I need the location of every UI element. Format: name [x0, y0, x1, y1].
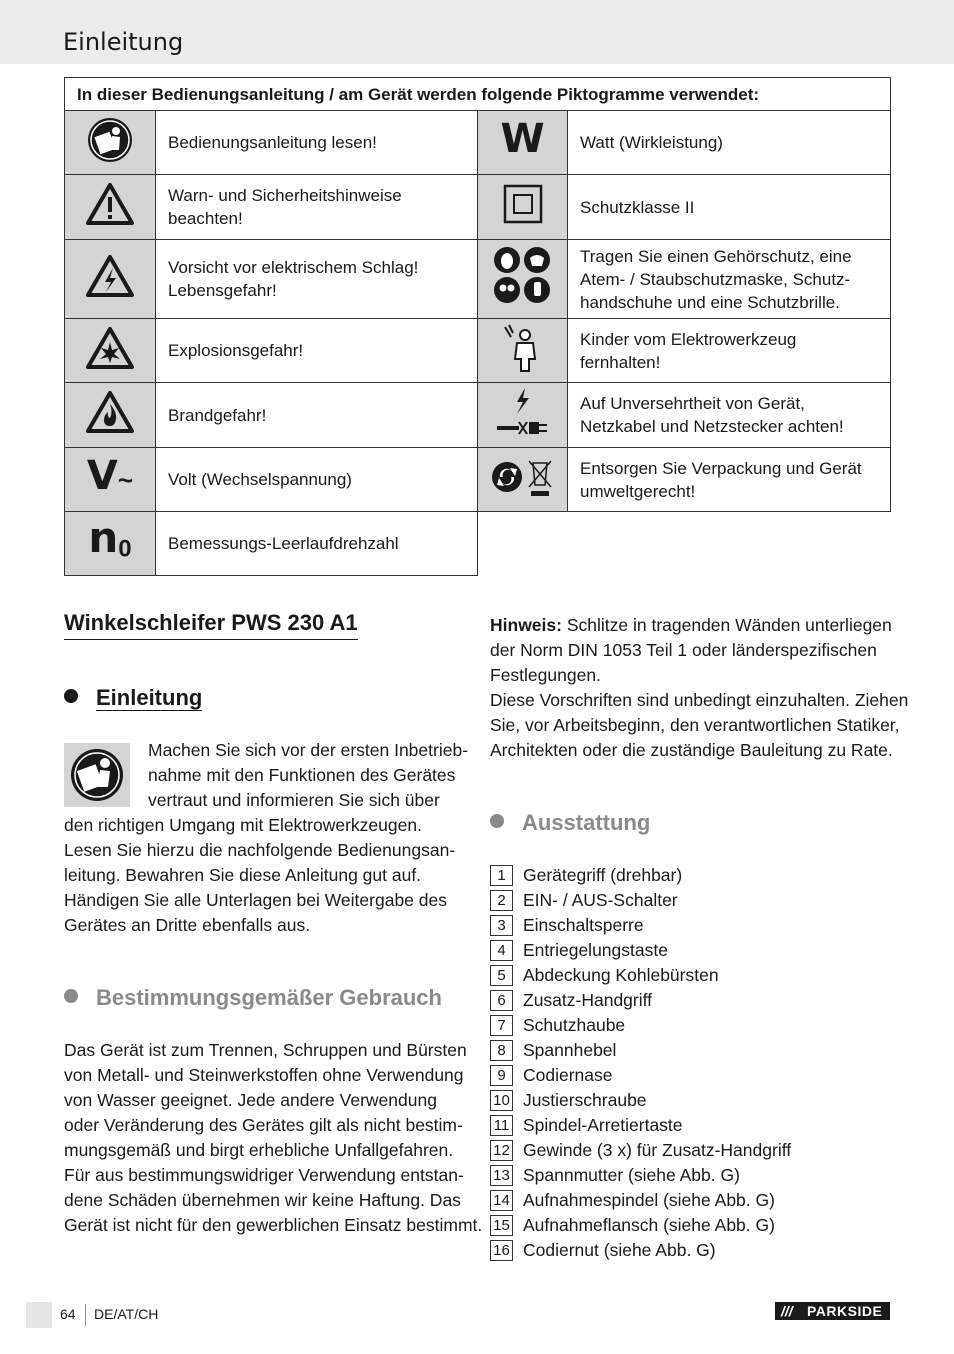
item-number: 16: [490, 1240, 513, 1261]
read-manual-icon: [65, 111, 156, 175]
text-line: Sie, vor Arbeitsbeginn, den verantwortlichen Statiker,: [490, 715, 900, 735]
list-item: [490, 888, 791, 913]
item-label: Spindel-Arretiertaste: [523, 1115, 683, 1135]
text-line: den richtigen Umgang mit Elektrowerkzeugen.: [64, 815, 422, 835]
intro-text-indented: [148, 738, 468, 813]
item-label: Gewinde (3 x) für Zusatz-Handgriff: [523, 1140, 792, 1160]
list-item: [490, 1063, 791, 1088]
left-text-3: Vorsicht vor elektrischem Schlag! Lebensgefahr!: [156, 240, 478, 319]
left-text-6: Volt (Wechselspannung): [156, 448, 478, 512]
item-label: EIN- / AUS-Schalter: [523, 890, 678, 910]
read-manual-icon: [64, 743, 130, 807]
electric-shock-icon: [65, 240, 156, 319]
footer-tab: [26, 1302, 52, 1328]
item-number: 12: [490, 1140, 513, 1161]
fire-icon: [65, 383, 156, 448]
intended-use-text: [64, 1038, 482, 1238]
intro-text: [64, 813, 455, 938]
item-number: 9: [490, 1065, 513, 1086]
text-line: von Wasser geeignet. Jede andere Verwendung: [64, 1090, 437, 1110]
bullet-icon: [64, 689, 78, 703]
watt-symbol: W: [500, 115, 545, 162]
text-line: Das Gerät ist zum Trennen, Schruppen und Bürsten: [64, 1040, 467, 1060]
left-text-1: Bedienungsanleitung lesen!: [156, 111, 478, 175]
item-number: 5: [490, 965, 513, 986]
parkside-logo: [775, 1302, 890, 1320]
intended-use-heading: [64, 985, 442, 1011]
item-label: Spannmutter (siehe Abb. G): [523, 1165, 740, 1185]
list-item: [490, 1213, 791, 1238]
item-label: Schutzhaube: [523, 1015, 626, 1035]
bullet-icon: [490, 814, 504, 828]
text-line: dene Schäden übernehmen wir keine Haftung. Das: [64, 1190, 461, 1210]
left-text-4: Explosionsgefahr!: [156, 319, 478, 383]
right-text-5: Auf Unversehrtheit von Gerät, Netzkabel und Netzstecker achten!: [568, 383, 891, 448]
item-label: Codiernut (siehe Abb. G): [523, 1240, 716, 1260]
product-heading: Winkelschleifer PWS 230 A1: [64, 610, 358, 640]
left-text-7: Bemessungs-Leerlaufdrehzahl: [156, 512, 478, 576]
item-number: 7: [490, 1015, 513, 1036]
intro-heading-text: Einleitung: [96, 685, 203, 710]
right-text-3: Tragen Sie einen Gehörschutz, eine Atem- / Staubschutzmaske, Schutz-handschuhe und eine Schutzbrille.: [568, 240, 891, 319]
bullet-icon: [64, 989, 78, 1003]
pictogram-table-heading: In dieser Bedienungsanleitung / am Gerät werden folgende Piktogramme verwendet:: [65, 78, 891, 111]
list-item: [490, 1013, 791, 1038]
explosion-icon: [65, 319, 156, 383]
item-number: 4: [490, 940, 513, 961]
region-code: DE/AT/CH: [94, 1306, 159, 1322]
text-line: oder Veränderung des Gerätes gilt als nicht bestim-: [64, 1115, 463, 1135]
text-line: Diese Vorschriften sind unbedingt einzuhalten. Ziehen: [490, 690, 909, 710]
list-item: [490, 1163, 791, 1188]
list-item: [490, 1113, 791, 1138]
item-number: 13: [490, 1165, 513, 1186]
list-item: [490, 938, 791, 963]
intro-heading: [64, 685, 202, 711]
footer-divider: [85, 1304, 86, 1326]
list-item: [490, 1038, 791, 1063]
ppe-icons: [478, 240, 568, 319]
text-line: Lesen Sie hierzu die nachfolgende Bedienungsan-: [64, 840, 456, 860]
item-label: Aufnahmeflansch (siehe Abb. G): [523, 1215, 775, 1235]
item-number: 1: [490, 865, 513, 886]
list-item: [490, 1188, 791, 1213]
list-item: [490, 1138, 791, 1163]
page-number: 64: [60, 1306, 76, 1322]
item-number: 11: [490, 1115, 513, 1136]
speed-symbol: n: [88, 513, 119, 563]
damaged-cable-icon: [478, 383, 568, 448]
item-label: Gerätegriff (drehbar): [523, 865, 683, 885]
list-item: [490, 1088, 791, 1113]
right-text-4: Kinder vom Elektrowerkzeug fernhalten!: [568, 319, 891, 383]
list-item: [490, 963, 791, 988]
item-label: Zusatz-Handgriff: [523, 990, 653, 1010]
item-number: 10: [490, 1090, 513, 1111]
text-line: Gerätes an Dritte ebenfalls aus.: [64, 915, 311, 935]
text-line: Festlegungen.: [490, 665, 601, 685]
list-item: [490, 913, 791, 938]
item-label: Abdeckung Kohlebürsten: [523, 965, 719, 985]
item-number: 14: [490, 1190, 513, 1211]
item-label: Spannhebel: [523, 1040, 617, 1060]
equipment-heading: [490, 810, 650, 836]
item-label: Einschaltsperre: [523, 915, 644, 935]
text-line: Machen Sie sich vor der ersten Inbetrieb-: [148, 740, 469, 760]
left-text-5: Brandgefahr!: [156, 383, 478, 448]
note-first-line: Schlitze in tragenden Wänden unterliegen: [561, 615, 892, 635]
volt-ac-icon: [65, 448, 156, 512]
list-item: [490, 1238, 791, 1263]
text-line: Gerät ist nicht für den gewerblichen Einsatz bestimmt.: [64, 1215, 483, 1235]
page-title: Einleitung: [63, 28, 184, 56]
item-label: Entriegelungstaste: [523, 940, 668, 960]
note-label: Hinweis:: [490, 615, 562, 635]
item-label: Justierschraube: [523, 1090, 647, 1110]
item-label: Codiernase: [523, 1065, 613, 1085]
pictogram-table: [64, 77, 891, 576]
item-number: 15: [490, 1215, 513, 1236]
note-text: [490, 613, 908, 763]
logo-slashes: ///: [781, 1303, 793, 1319]
text-line: [490, 613, 908, 638]
text-line: Für aus bestimmungswidriger Verwendung entstan-: [64, 1165, 464, 1185]
watt-icon: [478, 111, 568, 175]
text-line: von Metall- und Steinwerkstoffen ohne Verwendung: [64, 1065, 464, 1085]
list-item: [490, 863, 791, 888]
text-line: vertraut und informieren Sie sich über: [148, 790, 440, 810]
text-line: Händigen Sie alle Unterlagen bei Weitergabe des: [64, 890, 447, 910]
empty-cell: [478, 512, 891, 576]
text-line: nahme mit den Funktionen des Gerätes: [148, 765, 456, 785]
ac-symbol: ~: [117, 464, 134, 495]
volt-symbol: V: [86, 452, 118, 499]
keep-children-away-icon: [478, 319, 568, 383]
item-label: Aufnahmespindel (siehe Abb. G): [523, 1190, 775, 1210]
list-item: [490, 988, 791, 1013]
page-header: [0, 0, 954, 64]
right-text-2: Schutzklasse II: [568, 175, 891, 240]
left-text-2: Warn- und Sicherheitshinweise beachten!: [156, 175, 478, 240]
recycling-icon: [478, 448, 568, 512]
right-text-1: Watt (Wirkleistung): [568, 111, 891, 175]
right-text-6: Entsorgen Sie Verpackung und Gerät umweltgerecht!: [568, 448, 891, 512]
logo-text: PARKSIDE: [807, 1303, 883, 1319]
equipment-list: [490, 863, 791, 1263]
item-number: 3: [490, 915, 513, 936]
text-line: der Norm DIN 1053 Teil 1 oder länderspezifischen: [490, 640, 877, 660]
text-line: mungsgemäß und birgt erhebliche Unfallgefahren.: [64, 1140, 454, 1160]
text-line: leitung. Bewahren Sie diese Anleitung gut auf.: [64, 865, 422, 885]
equipment-heading-text: Ausstattung: [522, 810, 651, 835]
warning-icon: [65, 175, 156, 240]
intended-use-heading-text: Bestimmungsgemäßer Gebrauch: [96, 985, 442, 1010]
text-line: Architekten oder die zuständige Bauleitung zu Rate.: [490, 740, 893, 760]
item-number: 2: [490, 890, 513, 911]
protection-class-ii-icon: [478, 175, 568, 240]
item-number: 8: [490, 1040, 513, 1061]
item-number: 6: [490, 990, 513, 1011]
no-load-speed-icon: [65, 512, 156, 576]
speed-subscript: 0: [118, 535, 132, 563]
